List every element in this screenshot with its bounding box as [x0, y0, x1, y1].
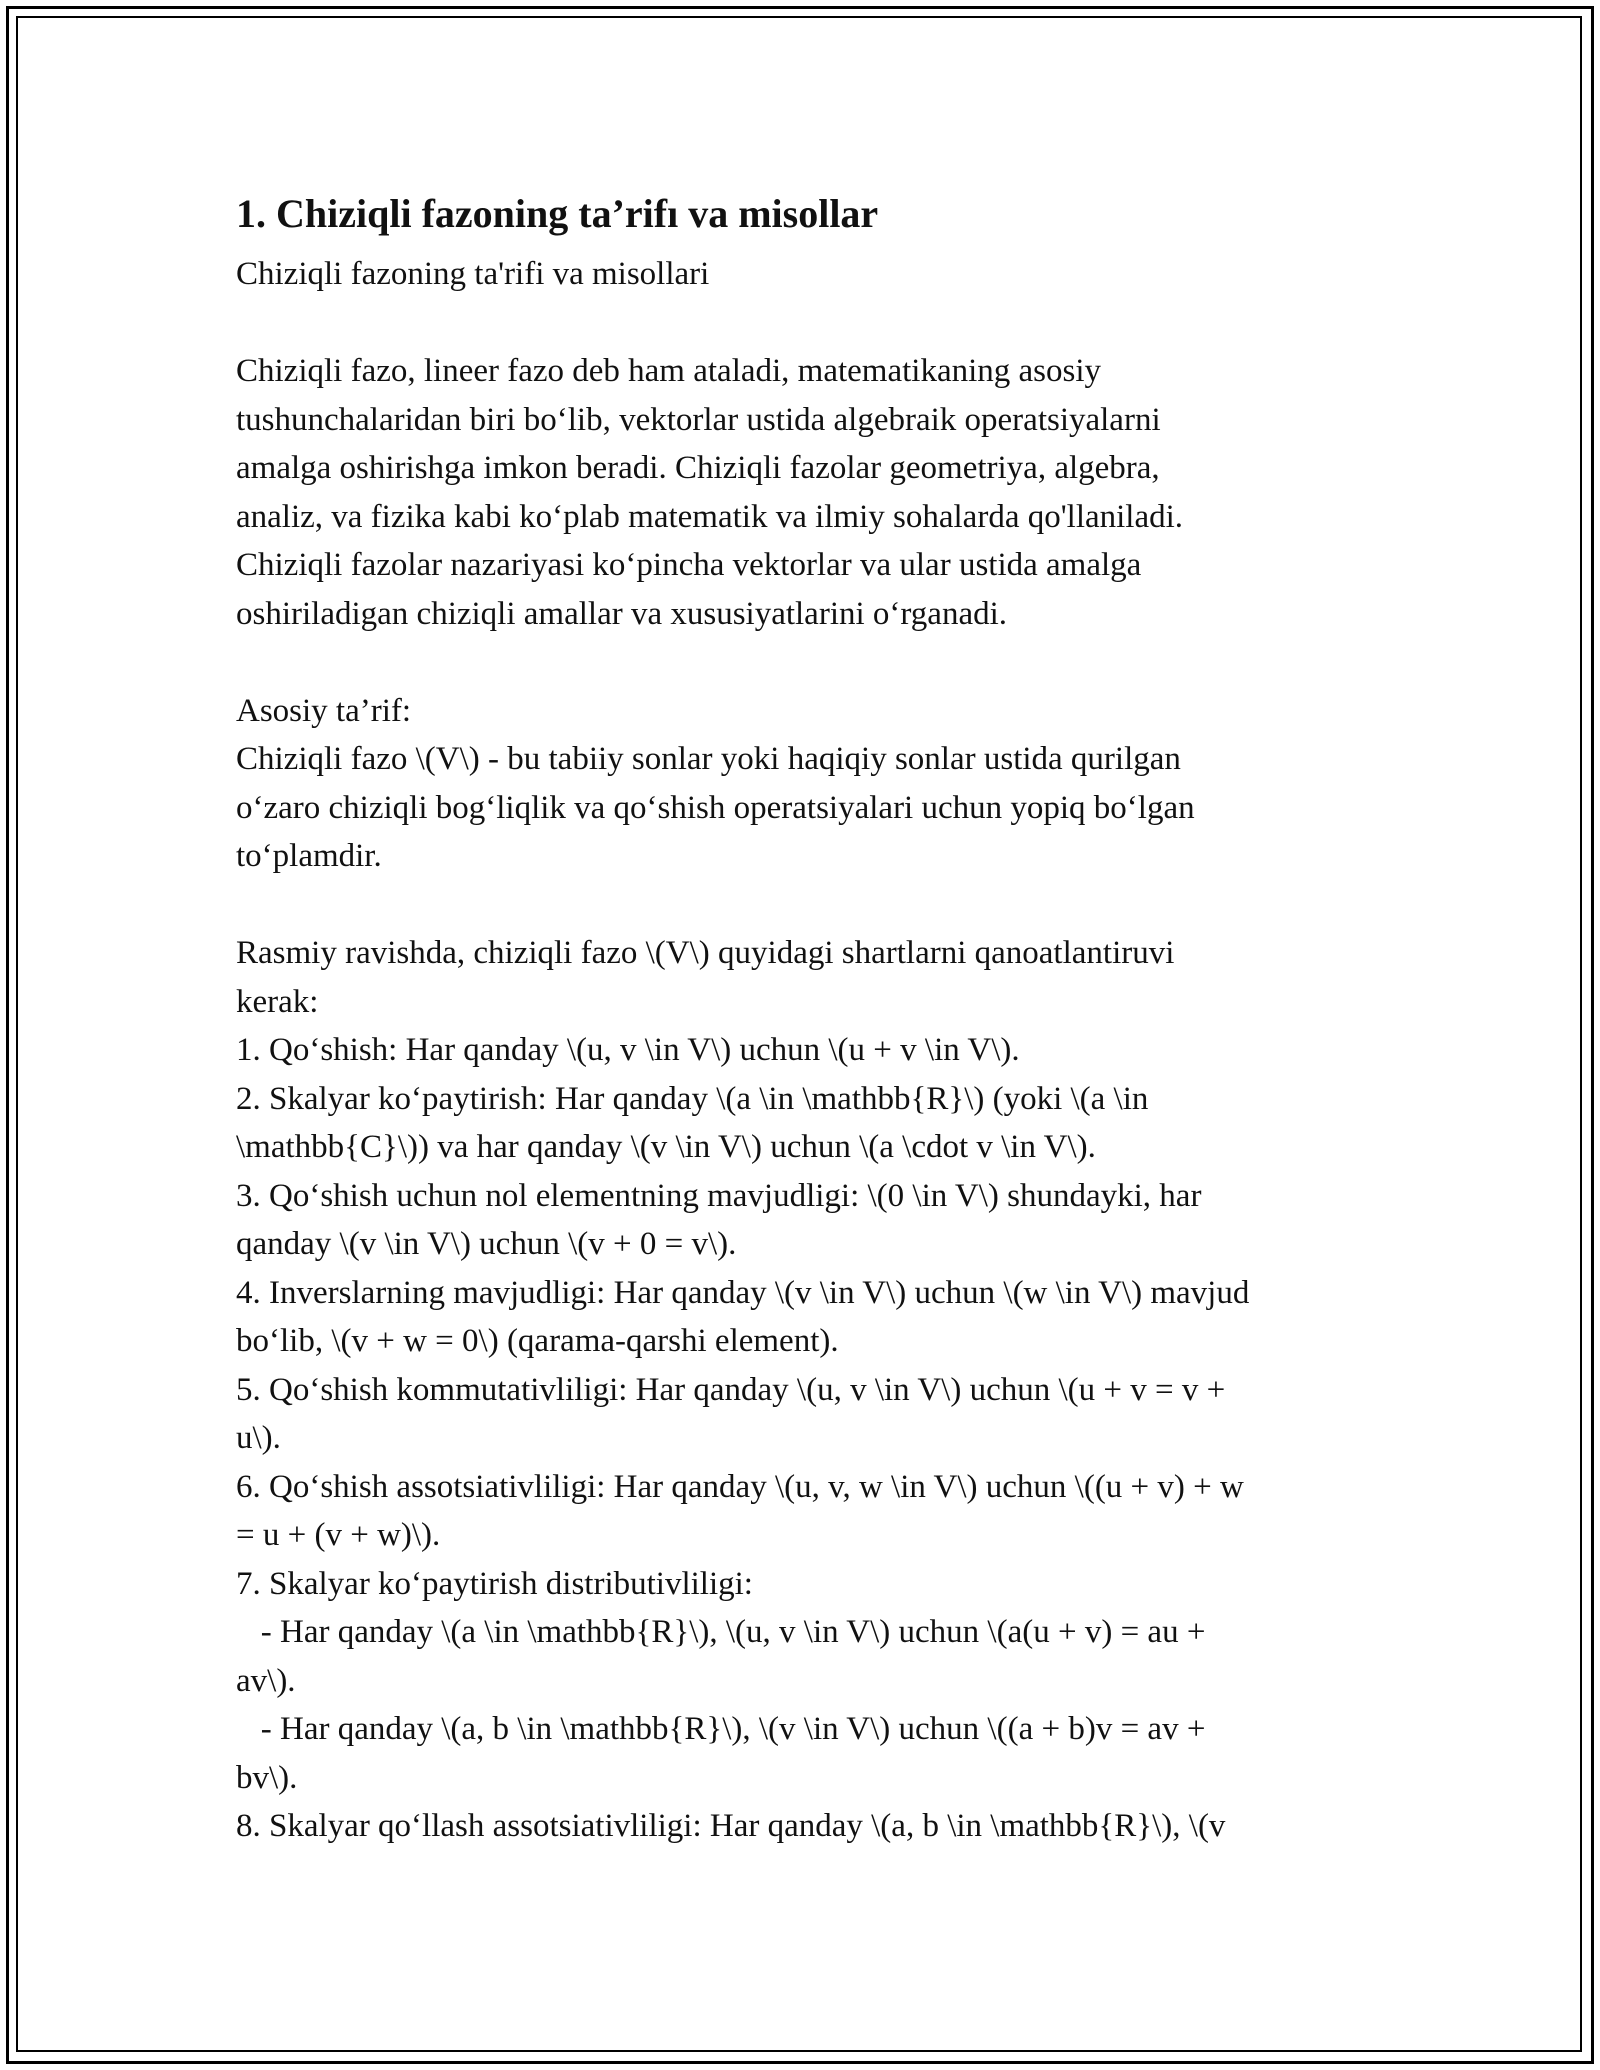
axiom-line: 2. Skalyar ko‘paytirish: Har qanday \(a \in \mathbb{R}\) (yoki \(a \in [236, 1080, 1149, 1117]
axiom-sub-line: - Har qanday \(a \in \mathbb{R}\), \(u, v \in V\) uchun \(a(u + v) = au + [236, 1614, 1206, 1650]
text-line: Chiziqli fazo \(V\) - bu tabiiy sonlar yoki haqiqiy sonlar ustida qurilgan [236, 741, 1181, 777]
paragraph-gap [236, 881, 1386, 930]
text-line: Asosiy ta’rif: [236, 692, 412, 729]
text-line: to‘plamdir. [236, 838, 382, 874]
axiom-line: 8. Skalyar qo‘llash assotsiativliligi: Har qanday \(a, b \in \mathbb{R}\), \(v [236, 1808, 1226, 1844]
intro-paragraph [236, 347, 1386, 638]
axiom-line: bo‘lib, \(v + w = 0\) (qarama-qarshi element). [236, 1323, 839, 1359]
text-line: oshiriladigan chiziqli amallar va xususiyatlarini o‘rganadi. [236, 595, 1008, 632]
section-subtitle: Chiziqli fazoning ta'rifi va misollari [236, 256, 710, 292]
axioms-paragraph [236, 929, 1386, 1851]
axiom-line: \mathbb{C}\)) va har qanday \(v \in V\) uchun \(a \cdot v \in V\). [236, 1129, 1096, 1165]
axiom-line: 5. Qo‘shish kommutativliligi: Har qanday \(u, v \in V\) uchun \(u + v = v + [236, 1371, 1226, 1408]
axiom-line: u\). [236, 1420, 281, 1456]
axiom-line: 7. Skalyar ko‘paytirish distributivliligi: [236, 1565, 753, 1602]
text-line: analiz, va fizika kabi ko‘plab matematik va ilmiy sohalarda qo'llaniladi. [236, 498, 1184, 535]
text-line: o‘zaro chiziqli bog‘liqlik va qo‘shish operatsiyalari uchun yopiq bo‘lgan [236, 789, 1195, 826]
axiom-line: av\). [236, 1662, 296, 1699]
axiom-line: = u + (v + w)\). [236, 1517, 441, 1553]
document-body [236, 182, 1386, 1851]
text-line: Rasmiy ravishda, chiziqli fazo \(V\) quyidagi shartlarni qanoatlantiruvi [236, 935, 1175, 971]
axiom-line: qanday \(v \in V\) uchun \(v + 0 = v\). [236, 1226, 737, 1262]
paragraph-gap [236, 299, 1386, 348]
definition-paragraph [236, 687, 1386, 881]
text-line: kerak: [236, 983, 319, 1020]
axiom-line: 6. Qo‘shish assotsiativliligi: Har qanday \(u, v, w \in V\) uchun \((u + v) + w [236, 1468, 1244, 1505]
text-line: amalga oshirishga imkon beradi. Chiziqli fazolar geometriya, algebra, [236, 450, 1160, 486]
text-line: tushunchalaridan biri bo‘lib, vektorlar ustida algebraik operatsiyalarni [236, 401, 1161, 438]
axiom-sub-line: - Har qanday \(a, b \in \mathbb{R}\), \(v \in V\) uchun \((a + b)v = av + [236, 1711, 1206, 1747]
axiom-line: 1. Qo‘shish: Har qanday \(u, v \in V\) uchun \(u + v \in V\). [236, 1032, 1020, 1068]
paragraph-gap [236, 638, 1386, 687]
section-heading: 1. Chiziqli fazoning ta’rifı va misollar [236, 191, 879, 236]
axiom-line: 4. Inverslarning mavjudligi: Har qanday \(v \in V\) uchun \(w \in V\) mavjud [236, 1274, 1250, 1311]
axiom-line: bv\). [236, 1759, 298, 1796]
text-line: Chiziqli fazo, lineer fazo deb ham ataladi, matematikaning asosiy [236, 353, 1102, 389]
axiom-line: 3. Qo‘shish uchun nol elementning mavjudligi: \(0 \in V\) shundayki, har [236, 1177, 1202, 1214]
text-line: Chiziqli fazolar nazariyasi ko‘pincha vektorlar va ular ustida amalga [236, 547, 1142, 583]
